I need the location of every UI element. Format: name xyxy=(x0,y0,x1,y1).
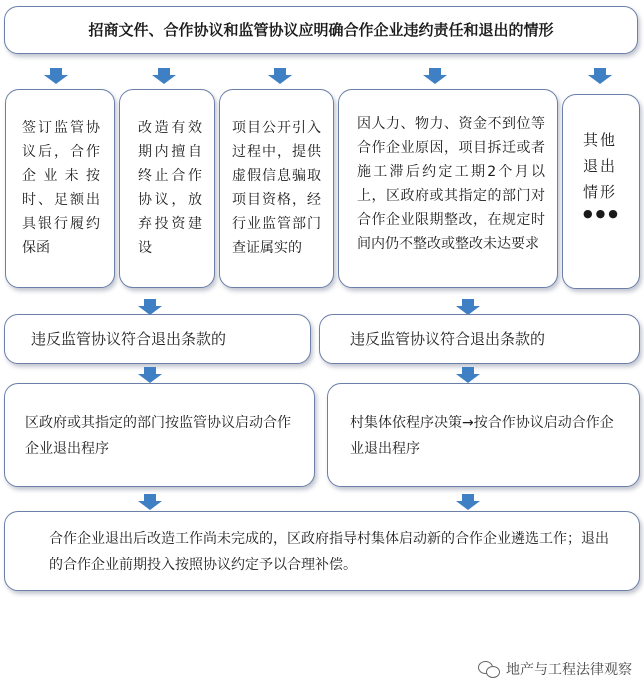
case-text-5: 其他退出情形 xyxy=(583,131,618,201)
arrow-down-icon xyxy=(456,299,480,315)
case-box-4 xyxy=(338,89,558,288)
arrow-down-icon xyxy=(138,367,162,383)
arrow-down-icon xyxy=(44,68,68,84)
watermark-text: 地产与工程法律观察 xyxy=(506,662,632,678)
arrow-down-icon xyxy=(268,68,292,84)
case-text-1: 签订监管协议后，合作企业未按时、足额出具银行履约保函 xyxy=(22,120,100,256)
case-text-3: 项目公开引入过程中，提供虚假信息骗取项目资格，经行业监管部门查证属实的 xyxy=(232,120,321,256)
arrow-down-icon xyxy=(456,494,480,510)
arrow-down-icon xyxy=(138,299,162,315)
case-box-2 xyxy=(119,89,215,288)
case-text-4: 因人力、物力、资金不到位等合作企业原因，项目拆迁或者施工滞后约定工期2个月以上，区政府或其指定的部门对合作企业限期整改，在规定时间内仍不整改或整改未达要求 xyxy=(357,116,545,252)
ellipsis-dots-icon: ●●● xyxy=(583,207,621,220)
condition-text-right: 违反监管协议符合退出条款的 xyxy=(350,330,546,348)
procedure-box-left xyxy=(4,383,315,487)
arrow-down-icon xyxy=(152,68,176,84)
result-text: 合作企业退出后改造工作尚未完成的，区政府指导村集体启动新的合作企业遴选工作；退出的合作企业前期投入按照协议约定予以合理补偿。 xyxy=(49,531,609,573)
condition-text-left: 违反监管协议符合退出条款的 xyxy=(31,330,227,348)
case-box-3 xyxy=(219,89,334,288)
case-text-2: 改造有效期内擅自终止合作协议，放弃投资建设 xyxy=(138,120,202,256)
arrow-down-icon xyxy=(138,494,162,510)
case-box-5 xyxy=(562,94,640,289)
arrow-down-icon xyxy=(588,68,612,84)
result-box xyxy=(4,511,640,591)
title-box xyxy=(4,6,638,54)
procedure-text-left: 区政府或其指定的部门按监管协议启动合作企业退出程序 xyxy=(25,415,291,457)
procedure-box-right xyxy=(327,383,640,487)
watermark xyxy=(478,659,632,679)
arrow-down-icon xyxy=(456,367,480,383)
arrow-down-icon xyxy=(423,68,447,84)
title-text: 招商文件、合作协议和监管协议应明确合作企业违约责任和退出的情形 xyxy=(88,21,554,39)
wechat-icon xyxy=(478,659,502,679)
condition-box-left xyxy=(4,314,311,364)
condition-box-right xyxy=(319,314,640,364)
case-box-1 xyxy=(5,89,115,288)
procedure-text-right: 村集体依程序决策→按合作协议启动合作企业退出程序 xyxy=(350,415,614,457)
